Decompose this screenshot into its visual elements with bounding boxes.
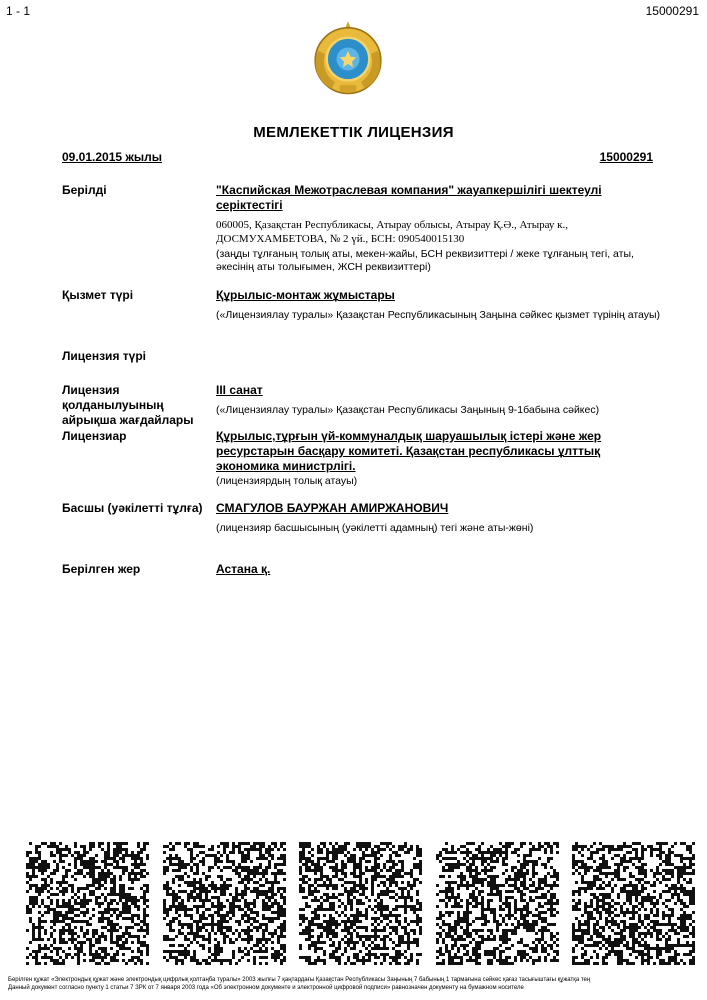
place-value: Астана қ. xyxy=(216,562,271,576)
footer-legal-text xyxy=(8,976,698,992)
issued-value: "Каспийская Межотраслевая компания" жауапкершілігі шектеулі серіктестігі xyxy=(216,183,602,212)
licensor-value: Құрылыс,тұрғын үй-коммуналдық шаруашылық істері және жер ресурстарын басқару комитеті. Қазақстан республикасы ұлттық экономика министрлігі. xyxy=(216,429,602,473)
qr-code-icon-5 xyxy=(572,842,695,965)
head-note: (лицензияр басшысының (уәкілетті адамның) тегі және аты-жөні) xyxy=(216,522,534,534)
issued-label: Берілді xyxy=(62,183,107,197)
licensor-label: Лицензиар xyxy=(62,429,127,443)
activity-value: Құрылыс-монтаж жұмыстары xyxy=(216,288,395,302)
issued-note: (заңды тұлғаның толық аты, мекен-жайы, БСН реквизиттері / жеке тұлғаның тегі, аты, әкесінің аты толығымен, ЖСН реквизиттері) xyxy=(216,248,634,273)
document-number-top: 15000291 xyxy=(645,4,699,18)
footer-line-kz: Берілген құжат «Электрондық құжат және электрондық цифрлық қолтаңба туралы» 2003 жылғы 7 қаңтардағы Қазақстан Республикасы Заңының 7 бабының 1 тармағына сәйкес қағаз тасығыштағы құжатқа тең xyxy=(8,977,591,983)
document-title: МЕМЛЕКЕТТІК ЛИЦЕНЗИЯ xyxy=(253,124,454,141)
page-counter: 1 - 1 xyxy=(6,4,31,18)
license-type-label: Лицензия түрі xyxy=(62,349,146,363)
qr-code-icon-1 xyxy=(26,842,149,965)
qr-code-icon-4 xyxy=(436,842,559,965)
activity-note: («Лицензиялау туралы» Қазақстан Республикасының Заңына сәйкес қызмет түрінің атауы) xyxy=(216,309,661,321)
conditions-label: Лицензия қолданылуының айрықша жағдайлары xyxy=(62,383,194,427)
footer-line-ru: Данный документ согласно пункту 1 статьи 7 ЗРК от 7 января 2003 года «Об электронном документе и электронной цифровой подписи» равнозначен документу на бумажном носителе xyxy=(8,985,524,991)
place-label: Берілген жер xyxy=(62,562,141,576)
licensor-note: (лицензиярдың толық атауы) xyxy=(216,475,358,487)
issued-address: 060005, Қазақстан Республикасы, Атырау облысы, Атырау Қ.Ә., Атырау к., ДОСМУХАМБЕТОВА, № 2 үй., БСН: 090540015130 xyxy=(216,219,569,245)
head-value: СМАГУЛОВ БАУРЖАН АМИРЖАНОВИЧ xyxy=(216,501,449,515)
license-number: 15000291 xyxy=(599,150,653,164)
qr-code-icon-2 xyxy=(163,842,286,965)
conditions-value: ІІІ санат xyxy=(216,383,263,397)
head-label: Басшы (уәкілетті тұлға) xyxy=(62,501,203,515)
issue-date: 09.01.2015 жылы xyxy=(62,150,163,164)
state-emblem-icon xyxy=(307,18,389,100)
qr-code-icon-3 xyxy=(299,842,422,965)
activity-label: Қызмет түрі xyxy=(62,288,134,302)
conditions-note: («Лицензиялау туралы» Қазақстан Республикасы Заңының 9-1бабына сәйкес) xyxy=(216,404,600,416)
